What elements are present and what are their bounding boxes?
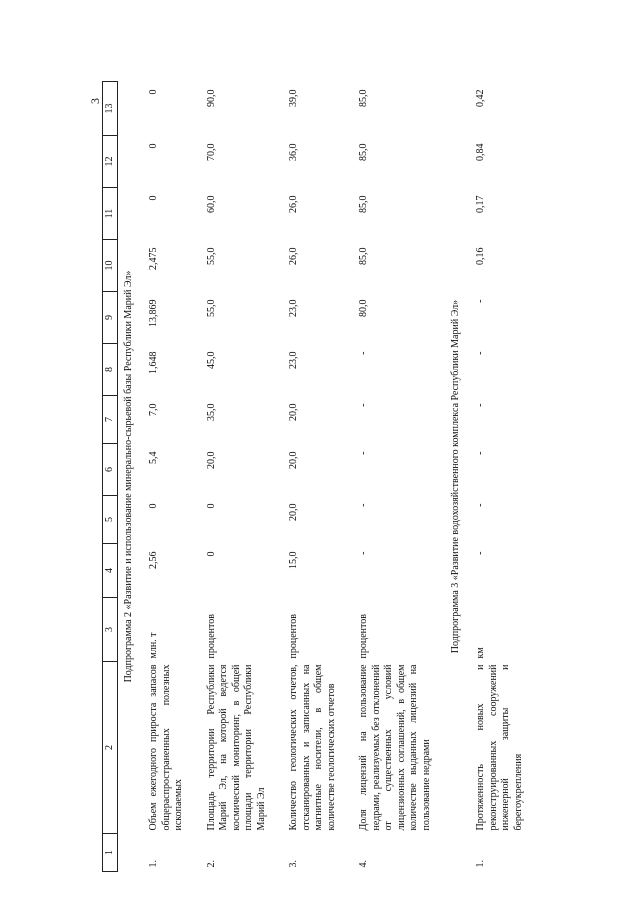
value-cell: 0,84 [475, 143, 486, 161]
column-number-row [103, 82, 118, 872]
column-number-10: 10 [103, 240, 118, 292]
value-cell: - [358, 551, 369, 555]
subprogram-title: Подпрограмма 2 «Развитие и использование минерально-сырьевой базы Республики Марий Эл» [123, 270, 134, 683]
value-cell: 45,0 [205, 351, 217, 369]
value-cell: 5,4 [148, 451, 159, 464]
value-cell: 2,475 [148, 247, 159, 270]
value-cell: - [358, 351, 369, 355]
value-cell: 36,0 [288, 143, 299, 161]
value-cell: 55,0 [205, 299, 217, 317]
value-cell: - [475, 351, 486, 355]
column-number-5: 5 [103, 496, 118, 544]
value-cell: 0,16 [475, 247, 486, 265]
value-cell: 7,0 [148, 403, 159, 416]
value-cell: - [475, 503, 486, 507]
value-cell: 1,648 [148, 351, 159, 374]
value-cell: - [475, 451, 486, 455]
table-row [140, 82, 198, 872]
value-cell: 39,0 [288, 89, 299, 107]
subprogram-title: Подпрограмма 3 «Развитие водохозяйственного комплекса Республики Марий Эл» [450, 299, 461, 654]
unit-of-measure: млн. т [148, 632, 159, 659]
value-cell: 85,0 [358, 143, 369, 161]
column-number-9: 9 [103, 292, 118, 344]
table-body [118, 82, 538, 872]
value-cell: 85,0 [358, 247, 369, 265]
value-cell: - [475, 299, 486, 303]
value-cell: 13,869 [148, 299, 159, 327]
value-cell: - [358, 503, 369, 507]
column-number-1: 1 [103, 834, 118, 872]
indicator-name: Доля лицензий на пользование недрами, реализуемых без отклонений от существенных условий лицензионных соглашений, в общем количестве выданных лицензий на пользование недрами [358, 664, 432, 831]
value-cell: 0 [148, 195, 159, 201]
unit-of-measure: процентов [288, 614, 299, 659]
value-cell: 26,0 [288, 195, 299, 213]
value-cell: 2,56 [148, 551, 159, 569]
value-cell: 85,0 [358, 89, 369, 107]
column-number-2: 2 [103, 662, 118, 834]
value-cell: 85,0 [358, 195, 369, 213]
value-cell: 26,0 [288, 247, 299, 265]
row-number: 4. [358, 860, 369, 868]
indicator-table [102, 81, 537, 872]
unit-of-measure: км [475, 647, 486, 659]
value-cell: - [475, 403, 486, 407]
column-number-13: 13 [103, 82, 118, 136]
subprogram-title-row [445, 82, 467, 872]
value-cell: 23,0 [288, 351, 299, 369]
column-number-6: 6 [103, 444, 118, 496]
value-cell: 90,0 [205, 89, 217, 107]
unit-of-measure: процентов [358, 614, 369, 659]
unit-of-measure: процентов [205, 614, 217, 659]
value-cell: - [475, 551, 486, 555]
value-cell: 35,0 [205, 403, 217, 421]
subprogram-title-row [118, 82, 141, 872]
indicator-name: Площадь территории Республики Марий Эл, на которой ведется космический мониторинг, в общей площади территории Республики Марий Эл [205, 664, 267, 831]
column-number-8: 8 [103, 344, 118, 396]
rotated-page [102, 82, 532, 872]
column-number-7: 7 [103, 396, 118, 444]
value-cell: 0 [148, 89, 159, 95]
table-row [280, 82, 350, 872]
indicator-name: Объем ежегодного прироста запасов общераспространенных полезных ископаемых [148, 664, 184, 831]
value-cell: 15,0 [288, 551, 299, 569]
column-number-12: 12 [103, 136, 118, 188]
row-number: 1. [475, 860, 486, 868]
table-row [467, 82, 537, 872]
value-cell: - [358, 403, 369, 407]
value-cell: 60,0 [205, 195, 217, 213]
row-number: 3. [288, 860, 299, 868]
value-cell: 20,0 [205, 451, 217, 469]
column-number-3: 3 [103, 598, 118, 662]
table-row [350, 82, 445, 872]
value-cell: 0 [148, 143, 159, 149]
value-cell: 80,0 [358, 299, 369, 317]
value-cell: 0 [205, 551, 217, 557]
value-cell: 0 [205, 503, 217, 509]
value-cell: 0,17 [475, 195, 486, 213]
indicator-name: Протяженность новых и реконструированных сооружений инженерной защиты и берегоукрепления [475, 664, 524, 831]
value-cell: 0 [148, 503, 159, 509]
value-cell: 23,0 [288, 299, 299, 317]
column-number-4: 4 [103, 544, 118, 598]
value-cell: 20,0 [288, 403, 299, 421]
indicator-name: Количество геологических отчетов, отсканированных и записанных на магнитные носители, в общем количестве геологических отчетов [288, 664, 337, 831]
column-number-11: 11 [103, 188, 118, 240]
table-row [198, 82, 281, 872]
value-cell: 0,42 [475, 89, 486, 107]
value-cell: 20,0 [288, 503, 299, 521]
value-cell: - [358, 451, 369, 455]
row-number: 1. [148, 860, 159, 868]
value-cell: 55,0 [205, 247, 217, 265]
value-cell: 70,0 [205, 143, 217, 161]
value-cell: 20,0 [288, 451, 299, 469]
page-number: 3 [88, 98, 102, 104]
row-number: 2. [205, 860, 217, 868]
